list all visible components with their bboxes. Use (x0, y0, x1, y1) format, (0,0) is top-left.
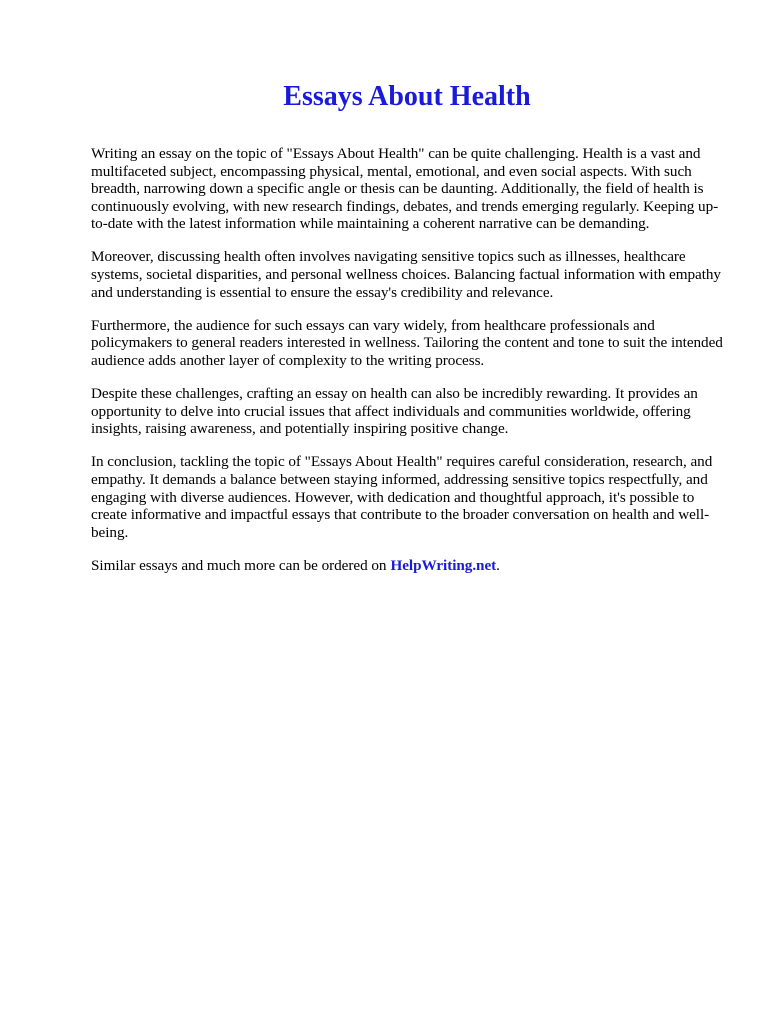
paragraph-4: Despite these challenges, crafting an essay on health can also be incredibly rewarding. It provides an opportunity to delve into crucial issues that affect individuals and communities worldwide, offering insights, raising awareness, and potentially inspiring positive change. (91, 385, 698, 438)
page-title: Essays About Health (283, 81, 531, 112)
paragraph-2: Moreover, discussing health often involves navigating sensitive topics such as illnesses, healthcare systems, societal disparities, and personal wellness choices. Balancing factual information with empathy and understanding is essential to ensure the essay's credibility and relevance. (91, 248, 721, 301)
order-note (91, 557, 726, 575)
essay-body (91, 145, 726, 590)
order-note-prefix: Similar essays and much more can be ordered on (91, 556, 387, 574)
paragraph-1: Writing an essay on the topic of "Essays About Health" can be quite challenging. Health is a vast and multifaceted subject, encompassing physical, mental, emotional, and even social aspects. With such breadth, narrowing down a specific angle or thesis can be daunting. Additionally, the field of health is continuously evolving, with new research findings, debates, and trends emerging regularly. Keeping up-to-date with the latest information while maintaining a coherent narrative can be demanding. (91, 145, 719, 233)
paragraph-5: In conclusion, tackling the topic of "Essays About Health" requires careful consideration, research, and empathy. It demands a balance between staying informed, addressing sensitive topics respectfully, and engaging with diverse audiences. However, with dedication and thoughtful approach, it's possible to create informative and impactful essays that contribute to the broader conversation on health and well-being. (91, 453, 713, 541)
paragraph-3: Furthermore, the audience for such essays can vary widely, from healthcare professionals and policymakers to general readers interested in wellness. Tailoring the content and tone to suit the intended audience adds another layer of complexity to the writing process. (91, 316, 723, 369)
order-note-suffix: . (496, 556, 500, 574)
helpwriting-link[interactable]: HelpWriting.net (390, 556, 497, 574)
